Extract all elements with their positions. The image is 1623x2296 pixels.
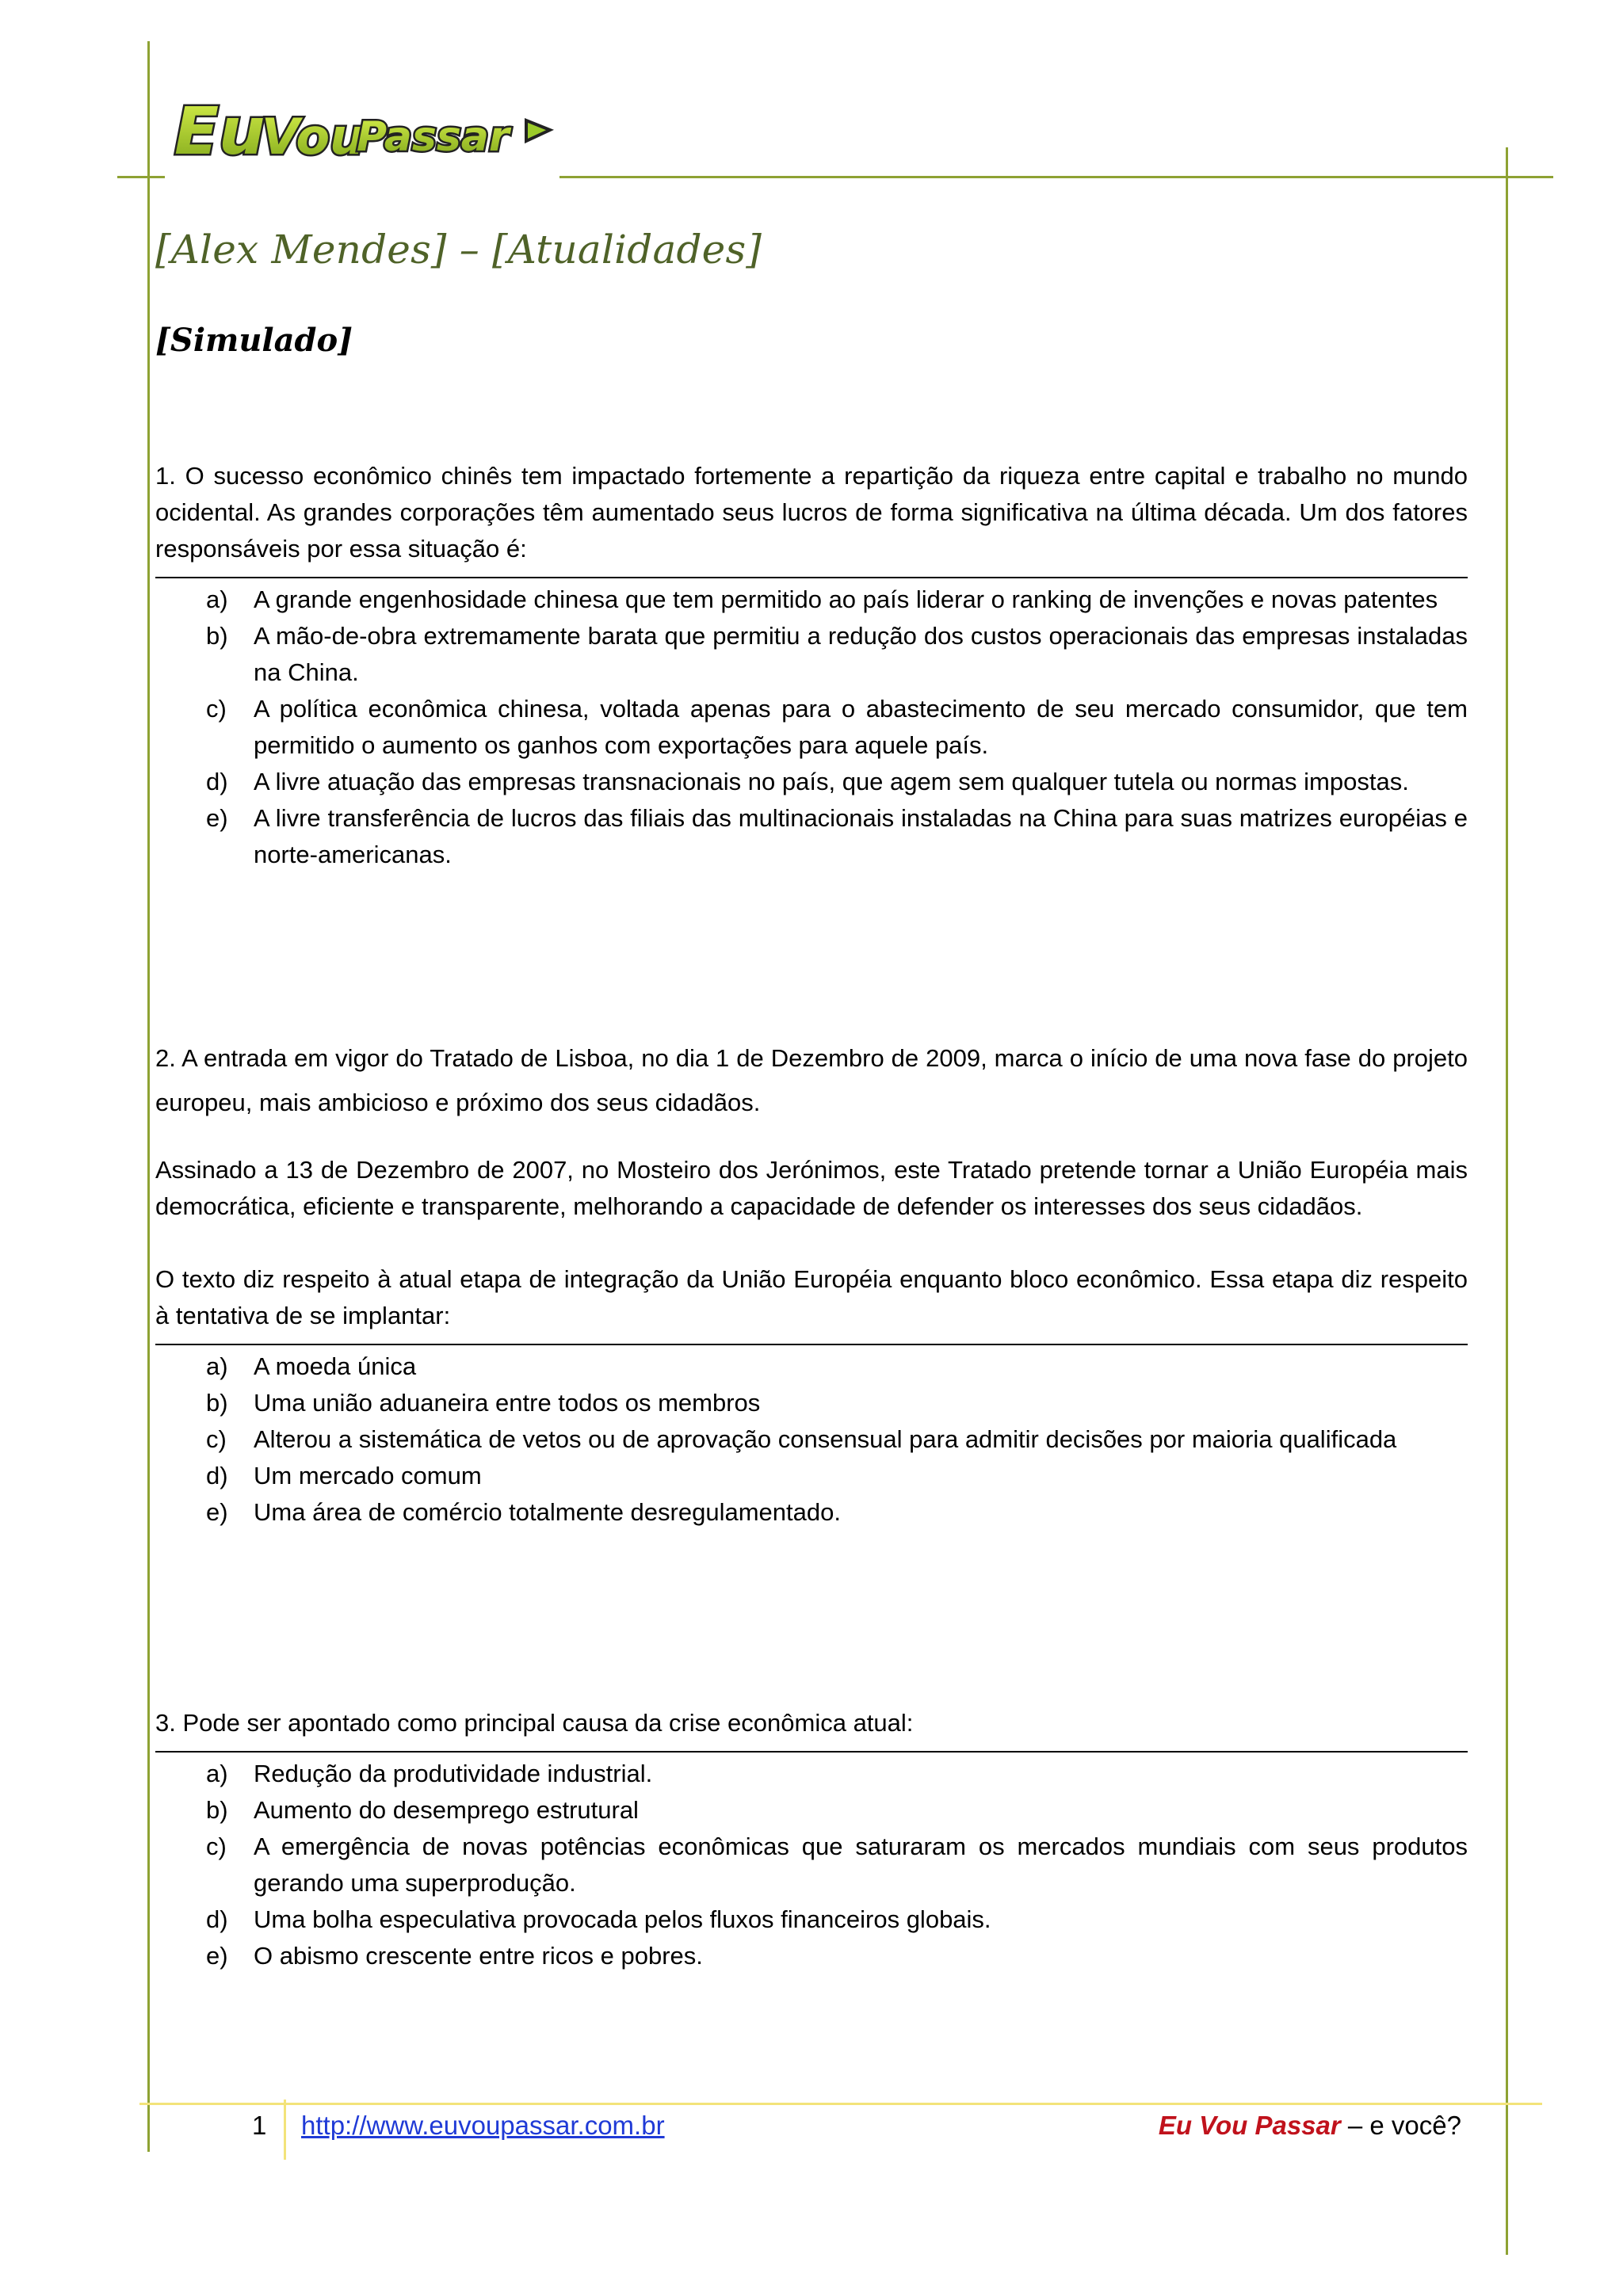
- option-letter: c): [206, 1833, 227, 1860]
- option: [155, 582, 1468, 618]
- option-text: A livre transferência de lucros das filiais das multinacionais instaladas na China para suas matrizes européias e norte-americanas.: [254, 804, 1468, 868]
- question-stem: 2. A entrada em vigor do Tratado de Lisboa, no dia 1 de Dezembro de 2009, marca o início de uma nova fase do projeto europeu, mais ambicioso e próximo dos seus cidadãos.: [155, 1044, 1468, 1116]
- option-letter: b): [206, 1389, 228, 1417]
- option-text: Alterou a sistemática de vetos ou de aprovação consensual para admitir decisões por maioria qualificada: [254, 1425, 1397, 1453]
- logo-passar: Passar: [357, 113, 510, 161]
- options-list: [155, 1756, 1468, 1974]
- option-text: O abismo crescente entre ricos e pobres.: [254, 1942, 703, 1970]
- option-letter: a): [206, 1352, 228, 1380]
- option-text: Aumento do desemprego estrutural: [254, 1796, 639, 1824]
- question-paragraph: Assinado a 13 de Dezembro de 2007, no Mosteiro dos Jerónimos, este Tratado pretende tornar a União Européia mais democrática, eficiente e transparente, melhorando a capacidade de defender os interesses dos seus cidadãos.: [155, 1156, 1468, 1220]
- option-text: A grande engenhosidade chinesa que tem permitido ao país liderar o ranking de invenções e novas patentes: [254, 585, 1438, 613]
- question-3: [155, 1705, 1468, 1974]
- option-letter: b): [206, 622, 228, 650]
- option: [155, 1938, 1468, 1974]
- footer-tagline: [1159, 2111, 1461, 2141]
- option-letter: d): [206, 1905, 228, 1933]
- option: [155, 1829, 1468, 1901]
- option-text: Uma união aduaneira entre todos os membros: [254, 1389, 761, 1417]
- option: [155, 800, 1468, 873]
- option-text: A mão-de-obra extremamente barata que permitiu a redução dos custos operacionais das empresas instaladas na China.: [254, 622, 1468, 686]
- page-number: 1: [252, 2111, 267, 2140]
- frame-top-line-right: [559, 176, 1553, 178]
- website-link[interactable]: http://www.euvoupassar.com.br: [301, 2111, 665, 2140]
- options-list: [155, 1348, 1468, 1531]
- frame-left-line: [147, 41, 150, 2152]
- option-text: Uma bolha especulativa provocada pelos fluxos financeiros globais.: [254, 1905, 991, 1933]
- option-text: Uma área de comércio totalmente desregulamentado.: [254, 1498, 841, 1526]
- option-letter: e): [206, 804, 228, 832]
- option-text: A moeda única: [254, 1352, 417, 1380]
- question-stem: 3. Pode ser apontado como principal causa da crise econômica atual:: [155, 1709, 914, 1737]
- option-letter: d): [206, 1462, 228, 1489]
- logo: [168, 84, 560, 170]
- option-letter: d): [206, 768, 228, 795]
- option-letter: c): [206, 1425, 227, 1453]
- question-2: [155, 1036, 1468, 1531]
- option: [155, 1494, 1468, 1531]
- options-list: [155, 582, 1468, 873]
- option-letter: a): [206, 585, 228, 613]
- option: [155, 764, 1468, 800]
- page-title: [Alex Mendes] – [Atualidades]: [155, 227, 762, 273]
- frame-right-line: [1506, 147, 1508, 2255]
- question-1: [155, 458, 1468, 873]
- option-text: A política econômica chinesa, voltada apenas para o abastecimento de seu mercado consumidor, que tem permitido o aumento os ganhos com exportações para aquele país.: [254, 695, 1468, 759]
- question-stem: 1. O sucesso econômico chinês tem impactado fortemente a repartição da riqueza entre capital e trabalho no mundo ocidental. As grandes corporações têm aumentado seus lucros de forma significativa na última década. Um dos fatores responsáveis por essa situação é:: [155, 462, 1468, 563]
- option: [155, 691, 1468, 764]
- option: [155, 1756, 1468, 1792]
- option-letter: e): [206, 1942, 228, 1970]
- option-text: Redução da produtividade industrial.: [254, 1760, 653, 1787]
- frame-top-line-left: [117, 176, 165, 178]
- footer-divider: [284, 2100, 286, 2160]
- option: [155, 1421, 1468, 1458]
- option-text: Um mercado comum: [254, 1462, 482, 1489]
- logo-vou: Vou: [262, 108, 365, 166]
- option-letter: c): [206, 695, 227, 723]
- logo-eu: Eu: [174, 94, 265, 170]
- option-text: A emergência de novas potências econômicas que saturaram os mercados mundiais com seus produtos gerando uma superprodução.: [254, 1833, 1468, 1897]
- page-subtitle: [Simulado]: [155, 322, 353, 359]
- option-text: A livre atuação das empresas transnacionais no país, que agem sem qualquer tutela ou normas impostas.: [254, 768, 1409, 795]
- option-letter: a): [206, 1760, 228, 1787]
- question-paragraph: O texto diz respeito à atual etapa de integração da União Européia enquanto bloco econômico. Essa etapa diz respeito à tentativa de se implantar:: [155, 1265, 1468, 1329]
- option: [155, 1385, 1468, 1421]
- footer-brand: Eu Vou Passar: [1158, 2111, 1341, 2140]
- option: [155, 1901, 1468, 1938]
- option: [155, 1348, 1468, 1385]
- footer-line: [139, 2103, 1542, 2105]
- logo-graphic: [168, 84, 560, 170]
- separator: [155, 1344, 1468, 1345]
- option: [155, 618, 1468, 691]
- option-letter: e): [206, 1498, 228, 1526]
- option: [155, 1792, 1468, 1829]
- logo-arrow-icon: [526, 120, 550, 141]
- option-letter: b): [206, 1796, 228, 1824]
- separator: [155, 1751, 1468, 1753]
- option: [155, 1458, 1468, 1494]
- separator: [155, 577, 1468, 578]
- footer-tagline-text: – e você?: [1340, 2111, 1461, 2140]
